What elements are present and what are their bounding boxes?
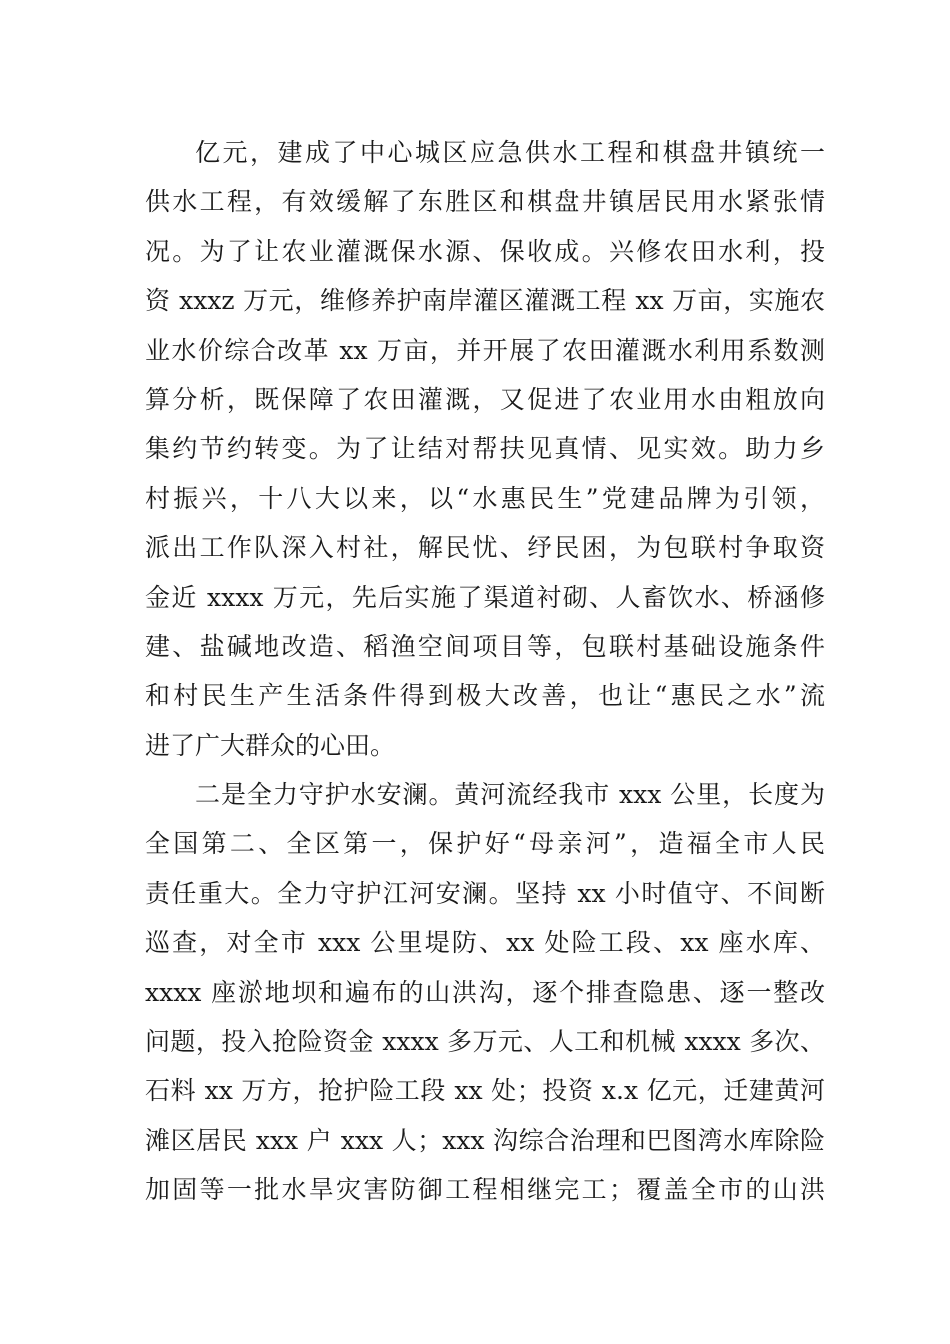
- text-line: 亿元，建成了中心城区应急供水工程和棋盘井镇统一: [195, 138, 825, 167]
- text-line: 资 xxxz 万元，维修养护南岸灌区灌溉工程 xx 万亩，实施农: [145, 286, 825, 316]
- text-line: 供水工程，有效缓解了东胜区和棋盘井镇居民用水紧张情: [145, 187, 825, 217]
- text-line: 算分析，既保障了农田灌溉，又促进了农业用水由粗放向: [145, 384, 825, 414]
- body-text: [145, 128, 825, 1215]
- text-line: 和村民生产生活条件得到极大改善，也让“惠民之水”流: [145, 681, 825, 711]
- text-line: 村振兴，十八大以来，以“水惠民生”党建品牌为引领，: [145, 483, 825, 513]
- text-line: 业水价综合改革 xx 万亩，并开展了农田灌溉水利用系数测: [145, 335, 825, 365]
- text-line: 加固等一批水旱灾害防御工程相继完工；覆盖全市的山洪: [145, 1175, 825, 1205]
- text-line: 问题，投入抢险资金 xxxx 多万元、人工和机械 xxxx 多次、: [145, 1027, 825, 1057]
- text-line: 石料 xx 万方，抢护险工段 xx 处；投资 x.x 亿元，迁建黄河: [145, 1076, 825, 1106]
- text-line: 派出工作队深入村社，解民忧、纾民困，为包联村争取资: [145, 533, 825, 563]
- text-line: 况。为了让农业灌溉保水源、保收成。兴修农田水利，投: [145, 236, 825, 266]
- text-line: 集约节约转变。为了让结对帮扶见真情、见实效。助力乡: [145, 434, 825, 464]
- text-line: 二是全力守护水安澜。黄河流经我市 xxx 公里，长度为: [195, 780, 825, 810]
- text-line: 责任重大。全力守护江河安澜。坚持 xx 小时值守、不间断: [145, 878, 825, 908]
- text-line: 全国第二、全区第一，保护好“母亲河”，造福全市人民: [145, 829, 825, 859]
- text-line: 巡查，对全市 xxx 公里堤防、xx 处险工段、xx 座水库、: [145, 928, 825, 958]
- text-line: 金近 xxxx 万元，先后实施了渠道衬砌、人畜饮水、桥涵修: [145, 582, 825, 612]
- text-line: 进了广大群众的心田。: [145, 730, 396, 760]
- text-line: 建、盐碱地改造、稻渔空间项目等，包联村基础设施条件: [145, 631, 825, 661]
- text-line: 滩区居民 xxx 户 xxx 人；xxx 沟综合治理和巴图湾水库除险: [145, 1125, 825, 1155]
- text-line: xxxx 座淤地坝和遍布的山洪沟，逐个排查隐患、逐一整改: [145, 977, 825, 1007]
